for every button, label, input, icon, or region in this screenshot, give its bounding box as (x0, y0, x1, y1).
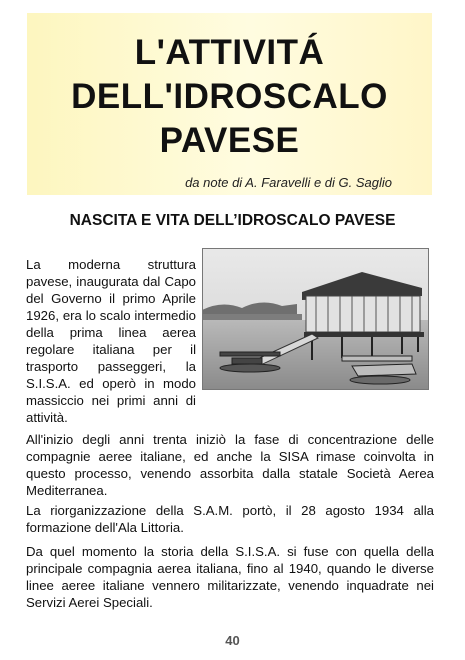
banner-title-line-1: L'ATTIVITÁ (134, 33, 325, 72)
banner-subtitle: da note di A. Faravelli e di G. Saglio (185, 175, 392, 190)
banner-title (27, 31, 432, 163)
page-number: 40 (225, 633, 240, 648)
paragraph-4: Da quel momento la storia della S.I.S.A. si fuse con quella della principale compagnia aerea italiana, fino al 1940, quando le diverse linee aeree italiane vennero militarizzate, venendo inquadrate nei Servizi Aerei Speciali. (26, 544, 434, 610)
banner-title-line-2: DELL'IDROSCALO (71, 77, 388, 116)
paragraph-1: La moderna struttura pavese, inaugurata dal Capo del Governo il primo Aprile 1926, era lo scalo intermedio della prima linea aerea regolare italiana per il trasporto passeggeri, la S.I.S.A. ed operò in modo massiccio nei primi anni di attività. (26, 257, 196, 425)
paragraph-2: All'inizio degli anni trenta iniziò la fase di concentrazione delle compagnie aeree italiane, ed anche la SISA rimase coinvolta in questo processo, venendo assorbita dalla statale Società Aerea Mediterranea. (26, 432, 434, 498)
seaplane-hangar-photo (202, 248, 429, 390)
paragraph-3: La riorganizzazione della S.A.M. portò, il 28 agosto 1934 alla formazione dell'Ala Littoria. (26, 503, 434, 535)
banner-title-line-3: PAVESE (159, 121, 300, 160)
title-banner (27, 13, 432, 195)
section-heading: NASCITA E VITA DELL’IDROSCALO PAVESE (69, 212, 396, 229)
